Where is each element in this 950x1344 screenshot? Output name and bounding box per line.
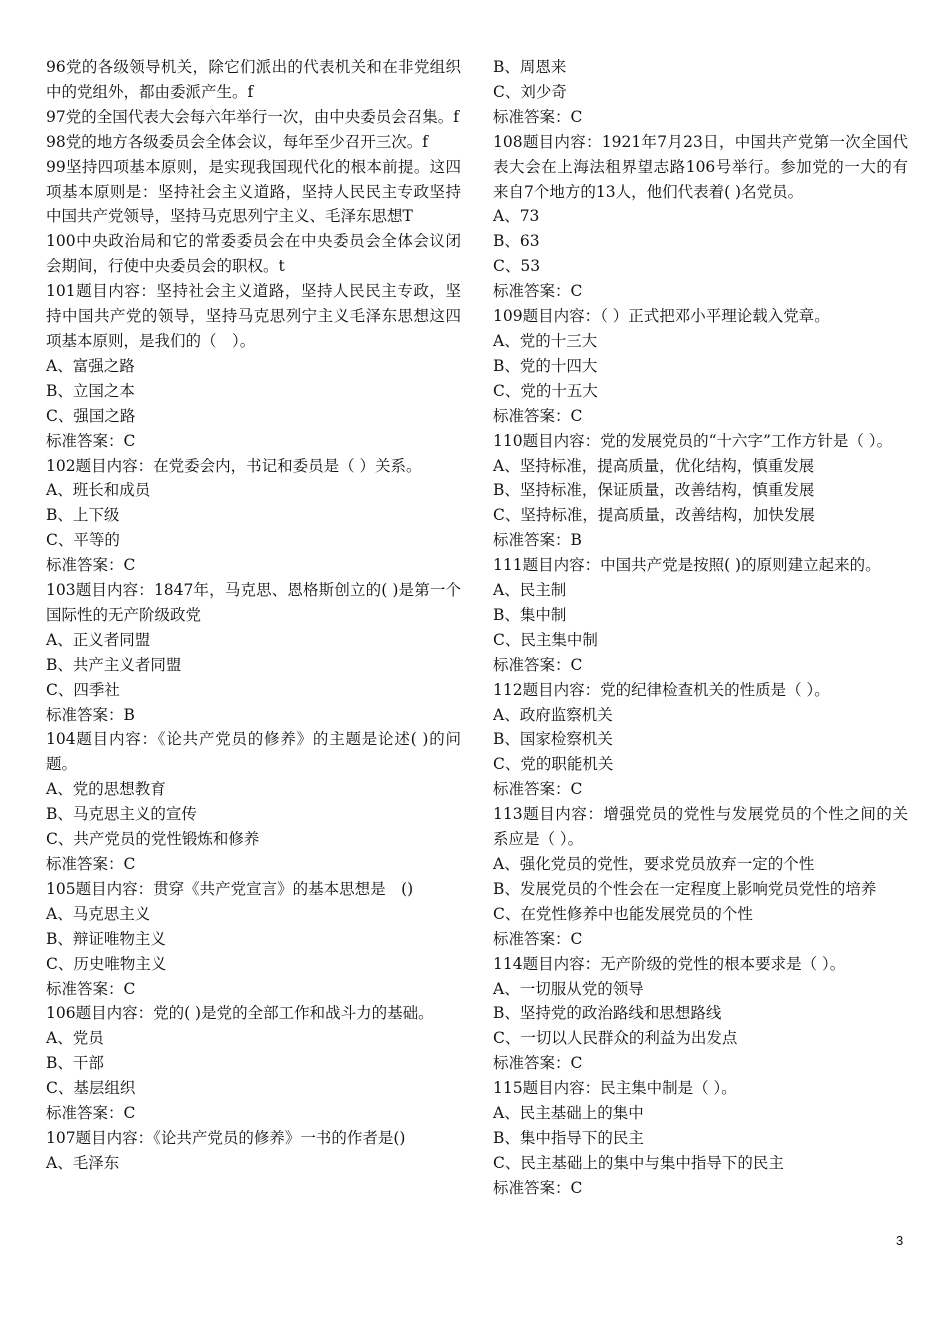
text-line: C、基层组织	[46, 1079, 136, 1098]
text-line: 标准答案：C	[493, 655, 583, 674]
text-line: A、73	[493, 207, 540, 226]
text-line: B、立国之本	[46, 381, 135, 400]
text-line: A、坚持标准，提高质量，优化结构，慎重发展	[493, 456, 815, 475]
text-line: B、周恩来	[493, 58, 567, 76]
text-line: 标准答案：C	[493, 929, 583, 948]
text-line: B、坚持标准，保证质量，改善结构，慎重发展	[493, 481, 815, 500]
text-line: 100中央政治局和它的常委委员会在中央委员会全体会议闭会期间，行使中央委员会的职权。t	[46, 232, 461, 276]
text-line: 标准答案：C	[493, 282, 583, 301]
text-line: 112题目内容：党的纪律检查机关的性质是（ ）。	[493, 680, 830, 699]
text-line: 109题目内容：（ ）正式把邓小平理论载入党章。	[493, 307, 830, 326]
text-line: 标准答案：B	[46, 705, 135, 724]
text-line: C、在党性修养中也能发展党员的个性	[493, 904, 753, 923]
text-line: 标准答案：C	[46, 431, 136, 450]
text-line: 标准答案：C	[493, 107, 583, 126]
text-line: 106题目内容：党的( )是党的全部工作和战斗力的基础。	[46, 1004, 434, 1023]
text-line: 标准答案：C	[493, 1054, 583, 1073]
text-line: 103题目内容：1847年，马克思、恩格斯创立的( )是第一个国际性的无产阶级政党	[46, 581, 461, 624]
text-line: 标准答案：C	[493, 406, 583, 425]
text-line: C、民主集中制	[493, 630, 598, 649]
text-line: 标准答案：C	[493, 780, 583, 799]
text-line: C、平等的	[46, 531, 120, 550]
text-line: A、党的思想教育	[46, 780, 166, 799]
text-line: A、政府监察机关	[493, 705, 613, 724]
text-line: A、民主基础上的集中	[493, 1104, 644, 1123]
text-line: 102题目内容：在党委会内，书记和委员是（ ）关系。	[46, 456, 422, 475]
text-line: B、国家检察机关	[493, 730, 613, 749]
text-line: A、班长和成员	[46, 481, 151, 500]
text-line: C、刘少奇	[493, 82, 567, 101]
text-line: B、63	[493, 232, 540, 251]
text-line: C、一切以人民群众的利益为出发点	[493, 1029, 738, 1048]
text-line: B、上下级	[46, 506, 120, 525]
text-line: 113题目内容：增强党员的党性与发展党员的个性之间的关系应是（ ）。	[493, 805, 908, 849]
text-line: C、党的职能机关	[493, 755, 614, 774]
text-line: B、发展党员的个性会在一定程度上影响党员党性的培养	[493, 879, 877, 898]
text-line: C、党的十五大	[493, 381, 598, 400]
text-line: 107题目内容：《论共产党员的修养》一书的作者是()	[46, 1128, 406, 1147]
text-line: A、党员	[46, 1029, 104, 1048]
right-column	[493, 55, 908, 1201]
text-line: 111题目内容：中国共产党是按照( )的原则建立起来的。	[493, 556, 881, 575]
text-line: B、集中指导下的民主	[493, 1128, 644, 1147]
text-line: 108题目内容：1921年7月23日，中国共产党第一次全国代表大会在上海法租界望志路106号举行。参加党的一大的有来自7个地方的13人，他们代表着( )名党员。	[493, 132, 908, 201]
text-line: B、集中制	[493, 605, 567, 624]
text-line: 110题目内容：党的发展党员的“十六字”工作方针是（ ）。	[493, 431, 893, 450]
text-line: 标准答案：C	[493, 1178, 583, 1197]
page-number: 3	[896, 1233, 904, 1248]
text-line: A、富强之路	[46, 356, 135, 375]
text-line: 104题目内容：《论共产党员的修养》的主题是论述( )的问题。	[46, 730, 461, 774]
text-line: A、毛泽东	[46, 1153, 120, 1172]
text-line: A、民主制	[493, 581, 567, 600]
text-line: 99坚持四项基本原则，是实现我国现代化的根本前提。这四项基本原则是：坚持社会主义道路，坚持人民民主专政坚持中国共产党领导，坚持马克思列宁主义、毛泽东思想T	[46, 157, 461, 226]
text-line: A、正义者同盟	[46, 630, 151, 649]
text-line: 97党的全国代表大会每六年举行一次，由中央委员会召集。f	[46, 107, 459, 126]
text-line: 标准答案：C	[46, 855, 136, 873]
text-line: B、辩证唯物主义	[46, 929, 166, 948]
text-line: 105题目内容：贯穿《共产党宣言》的基本思想是 ()	[46, 879, 414, 898]
text-line: 114题目内容：无产阶级的党性的根本要求是（ ）。	[493, 954, 846, 973]
text-line: C、坚持标准，提高质量，改善结构，加快发展	[493, 506, 815, 525]
text-line: 标准答案：B	[493, 531, 582, 550]
text-line: C、历史唯物主义	[46, 954, 167, 973]
left-column	[46, 55, 461, 1176]
text-line: C、民主基础上的集中与集中指导下的民主	[493, 1153, 784, 1172]
text-line: 115题目内容：民主集中制是（ ）。	[493, 1079, 737, 1098]
text-line: 96党的各级领导机关，除它们派出的代表机关和在非党组织中的党组外，都由委派产生。f	[46, 58, 461, 101]
text-line: B、共产主义者同盟	[46, 655, 182, 674]
text-line: 标准答案：C	[46, 1104, 136, 1123]
text-line: 101题目内容：坚持社会主义道路，坚持人民民主专政，坚持中国共产党的领导，坚持马克思列宁主义毛泽东思想这四项基本原则，是我们的（ ）。	[46, 282, 461, 350]
text-line: C、强国之路	[46, 406, 136, 425]
text-line: C、53	[493, 257, 541, 276]
text-line: C、共产党员的党性锻炼和修养	[46, 830, 260, 849]
text-line: C、四季社	[46, 680, 120, 699]
text-line: A、马克思主义	[46, 904, 151, 923]
text-line: 标准答案：C	[46, 556, 136, 575]
text-line: 标准答案：C	[46, 979, 136, 998]
text-line: B、干部	[46, 1054, 104, 1073]
text-line: A、强化党员的党性，要求党员放弃一定的个性	[493, 855, 815, 873]
text-line: 98党的地方各级委员会全体会议，每年至少召开三次。f	[46, 132, 428, 151]
text-line: B、马克思主义的宣传	[46, 805, 197, 824]
text-line: B、党的十四大	[493, 356, 598, 375]
text-line: A、一切服从党的领导	[493, 979, 644, 998]
text-line: A、党的十三大	[493, 331, 598, 350]
text-line: B、坚持党的政治路线和思想路线	[493, 1004, 722, 1023]
